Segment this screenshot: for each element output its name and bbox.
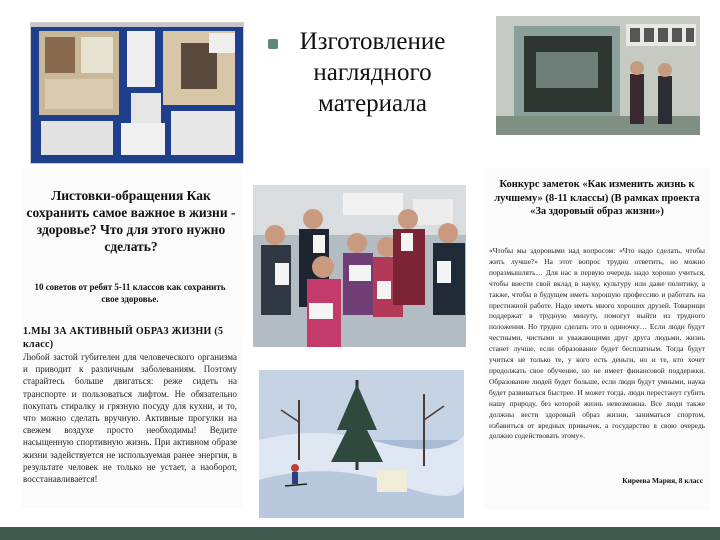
contest-signature: Киреева Мария, 8 класс [622,476,703,485]
leaflet-section-title: 1.МЫ ЗА АКТИВНЫЙ ОБРАЗ ЖИЗНИ (5 класс) [23,326,224,350]
contest-body: «Чтобы мы здоровыми над вопросом: «Что надо сделать, чтобы жить лучше?» На этот вопрос трудно ответить, но можно поразмышлять… Для нас в первую очередь надо хорошо учиться, чтобы внести свой вклад в науку, культуру или даже политику, а также, чтобы в будущем иметь хорошую профессию и работать на престижной работе. Надо иметь много хороших друзей. Товарищи поддержат в трудную минуту, помогут выйти из трудного положения. Но трудно сделать это в одиночку… Если люди будут честными, чистыми и уважающими друг друга людьми, жизнь станет лучше, если образование будет бесплатным. Тогда будут учиться не только те, у кого есть деньги, но и те, кто хочет продолжать свое обучение, но не имеет финансовой поддержки. Образование людей будет больше, если люди будут умными, наука будет развиваться быстрее. И может тогда, люди перестанут губить нашу природу, без которой жизнь невозможна. Все люди также должны вести здоровый образ жизни, заниматься спортом, избавиться от вредных привычек, а государство в свою очередь должно содействовать этому». [489,246,705,441]
bulletin-board-photo [30,22,244,164]
winter-painting [259,370,464,518]
footer-bar [0,527,720,540]
slide-title: Изготовление наглядного материала [299,28,446,117]
leaflet-heading: Листовки-обращения Как сохранить самое важное в жизни - здоровье? Что для этого нужно сделать? [26,188,236,254]
leaflet-body: Любой застой губителен для человеческого организма и приводит к различным заболеваниям. Поэтому старайтесь больше двигаться: реже сидеть на транспорте и пользоваться лифтом. Не обязательно покупать стиралку и грязную посуду для кухни, и то, что можно сделать вручную. Активные прогулки на свежем воздухе просто необходимы! Ведите насыщенную спортивную жизнь. При активном образе жизни задействуется не используемая ранее энергия, в результате человек не только не устает, а наоборот, восстанавливается! [23,352,237,485]
contest-heading: Конкурс заметок «Как изменить жизнь к лучшему» (8-11 классы) (В рамках проекта «За здоровый образ жизни») [494,179,700,217]
students-photo [253,185,466,347]
leaflet-subheading: 10 советов от ребят 5-11 классов как сохранить свое здоровье. [34,282,226,304]
classroom-photo [496,16,700,135]
